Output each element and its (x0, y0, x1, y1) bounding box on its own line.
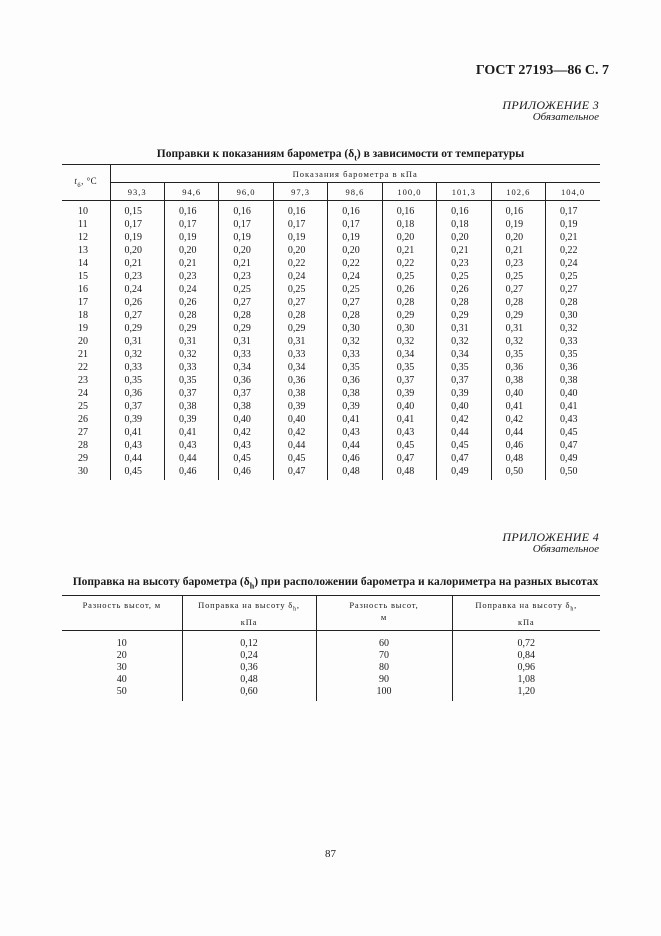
pressure-group-header: Показания барометра в кПа (110, 165, 600, 183)
correction-cell: 0,39 (110, 413, 164, 426)
correction-cell: 0,31 (219, 335, 273, 348)
correction-cell: 0,23 (110, 270, 164, 283)
appendix-4-label (502, 531, 599, 555)
pressure-header: 93,3 (110, 183, 164, 201)
correction-cell: 0,39 (164, 413, 218, 426)
correction-cell: 0,17 (546, 201, 601, 219)
correction-cell: 0,16 (437, 201, 491, 219)
correction-cell: 0,43 (328, 426, 382, 439)
correction-cell: 0,37 (437, 374, 491, 387)
height-correction-cell: 0,60 (182, 686, 316, 701)
table-row (62, 361, 600, 374)
height-difference-cell: 60 (316, 630, 452, 650)
table-row (62, 335, 600, 348)
table-row (62, 662, 600, 674)
correction-cell: 0,21 (491, 244, 545, 257)
correction-cell: 0,20 (219, 244, 273, 257)
height-difference-cell: 90 (316, 674, 452, 686)
table-row (62, 374, 600, 387)
correction-cell: 0,37 (219, 387, 273, 400)
table-row (62, 244, 600, 257)
correction-cell: 0,41 (328, 413, 382, 426)
correction-cell: 0,40 (437, 400, 491, 413)
table-row (62, 413, 600, 426)
correction-cell: 0,41 (491, 400, 545, 413)
table2-title-sub: h (249, 581, 255, 591)
correction-cell: 0,46 (491, 439, 545, 452)
correction-cell: 0,28 (219, 309, 273, 322)
correction-cell: 0,30 (382, 322, 436, 335)
pressure-header: 100,0 (382, 183, 436, 201)
appendix-3-name: ПРИЛОЖЕНИЕ 3 (502, 98, 599, 112)
correction-cell: 0,26 (164, 296, 218, 309)
correction-cell: 0,37 (164, 387, 218, 400)
correction-cell: 0,45 (219, 452, 273, 465)
height-difference-cell: 80 (316, 662, 452, 674)
correction-cell: 0,21 (164, 257, 218, 270)
temperature-cell: 17 (62, 296, 110, 309)
correction-cell: 0,41 (110, 426, 164, 439)
correction-cell: 0,27 (328, 296, 382, 309)
table1-title (10, 148, 661, 162)
correction-cell: 0,28 (546, 296, 601, 309)
correction-cell: 0,34 (437, 348, 491, 361)
correction-cell: 0,49 (437, 465, 491, 480)
correction-cell: 0,19 (110, 231, 164, 244)
correction-cell: 0,17 (110, 218, 164, 231)
correction-cell: 0,29 (219, 322, 273, 335)
correction-cell: 0,41 (382, 413, 436, 426)
correction-cell: 0,16 (328, 201, 382, 219)
table-row (62, 322, 600, 335)
correction-cell: 0,35 (491, 348, 545, 361)
correction-cell: 0,40 (546, 387, 601, 400)
correction-cell: 0,44 (164, 452, 218, 465)
barometer-temperature-correction-table (62, 164, 600, 480)
temperature-cell: 16 (62, 283, 110, 296)
correction-cell: 0,29 (110, 322, 164, 335)
correction-cell: 0,40 (273, 413, 327, 426)
correction-cell: 0,32 (382, 335, 436, 348)
correction-cell: 0,31 (491, 322, 545, 335)
correction-cell: 0,24 (110, 283, 164, 296)
table-row (62, 257, 600, 270)
correction-cell: 0,26 (382, 283, 436, 296)
appendix-3-label (502, 99, 599, 123)
correction-cell: 0,21 (437, 244, 491, 257)
correction-cell: 0,49 (546, 452, 601, 465)
correction-cell: 0,40 (219, 413, 273, 426)
correction-cell: 0,28 (273, 309, 327, 322)
correction-cell: 0,25 (437, 270, 491, 283)
correction-cell: 0,22 (382, 257, 436, 270)
table1-title-sub: t (354, 153, 357, 163)
correction-cell: 0,31 (110, 335, 164, 348)
temperature-cell: 19 (62, 322, 110, 335)
table-row (62, 400, 600, 413)
table-row (62, 309, 600, 322)
table2-title (5, 576, 661, 590)
correction-cell: 0,29 (382, 309, 436, 322)
correction-cell: 0,28 (491, 296, 545, 309)
pressure-header: 94,6 (164, 183, 218, 201)
correction-cell: 0,24 (546, 257, 601, 270)
correction-cell: 0,19 (164, 231, 218, 244)
correction-cell: 0,37 (382, 374, 436, 387)
correction-cell: 0,28 (437, 296, 491, 309)
correction-cell: 0,47 (273, 465, 327, 480)
table-row (62, 674, 600, 686)
correction-cell: 0,39 (273, 400, 327, 413)
temperature-cell: 15 (62, 270, 110, 283)
correction-cell: 0,33 (546, 335, 601, 348)
temperature-cell: 24 (62, 387, 110, 400)
temperature-cell: 13 (62, 244, 110, 257)
correction-cell: 0,27 (546, 283, 601, 296)
pressure-header: 98,6 (328, 183, 382, 201)
height-difference-cell: 50 (116, 685, 127, 697)
temperature-cell: 25 (62, 400, 110, 413)
table-row (62, 686, 600, 701)
correction-cell: 0,33 (219, 348, 273, 361)
correction-cell: 0,22 (328, 257, 382, 270)
temperature-cell: 23 (62, 374, 110, 387)
correction-cell: 0,44 (437, 426, 491, 439)
correction-cell: 0,42 (273, 426, 327, 439)
correction-cell: 0,25 (546, 270, 601, 283)
correction-cell: 0,35 (437, 361, 491, 374)
table-row (62, 465, 600, 480)
correction-cell: 0,16 (382, 201, 436, 219)
correction-cell: 0,35 (546, 348, 601, 361)
correction-cell: 0,39 (328, 400, 382, 413)
correction-cell: 0,32 (328, 335, 382, 348)
correction-cell: 0,27 (110, 309, 164, 322)
correction-cell: 0,21 (110, 257, 164, 270)
correction-cell: 0,29 (164, 322, 218, 335)
correction-cell: 0,36 (219, 374, 273, 387)
table-row (62, 270, 600, 283)
pressure-header: 104,0 (546, 183, 601, 201)
appendix-4-name: ПРИЛОЖЕНИЕ 4 (502, 530, 599, 544)
correction-cell: 0,26 (437, 283, 491, 296)
correction-cell: 0,15 (110, 201, 164, 219)
correction-cell: 0,32 (110, 348, 164, 361)
correction-cell: 0,16 (164, 201, 218, 219)
correction-cell: 0,24 (273, 270, 327, 283)
correction-cell: 0,22 (546, 244, 601, 257)
correction-cell: 0,25 (491, 270, 545, 283)
correction-cell: 0,43 (164, 439, 218, 452)
correction-cell: 0,38 (546, 374, 601, 387)
table1-title-main: Поправки к показаниям барометра (δ (156, 148, 355, 160)
correction-cell: 0,28 (382, 296, 436, 309)
correction-cell: 0,18 (382, 218, 436, 231)
correction-cell: 0,38 (273, 387, 327, 400)
correction-cell: 0,33 (273, 348, 327, 361)
correction-cell: 0,31 (164, 335, 218, 348)
correction-cell: 0,43 (219, 439, 273, 452)
correction-cell: 0,34 (219, 361, 273, 374)
height-correction-cell: 1,08 (452, 674, 600, 686)
pressure-header: 101,3 (437, 183, 491, 201)
temperature-cell: 30 (62, 465, 110, 480)
table2-title-rest: ) при расположении барометра и калориметра на разных высотах (254, 576, 599, 588)
correction-cell: 0,45 (273, 452, 327, 465)
temperature-column-header: $t_б$, °С (62, 165, 110, 201)
height-difference-header-1: Разность высот, м (62, 596, 182, 631)
height-correction-cell: 0,84 (452, 650, 600, 662)
correction-cell: 0,46 (219, 465, 273, 480)
correction-cell: 0,47 (382, 452, 436, 465)
barometer-height-correction-table (62, 595, 600, 701)
correction-cell: 0,32 (546, 322, 601, 335)
correction-cell: 0,32 (437, 335, 491, 348)
correction-cell: 0,42 (491, 413, 545, 426)
height-correction-cell: 0,72 (452, 630, 600, 650)
correction-cell: 0,41 (164, 426, 218, 439)
correction-cell: 0,36 (491, 361, 545, 374)
correction-cell: 0,17 (164, 218, 218, 231)
table-row (62, 387, 600, 400)
temperature-cell: 14 (62, 257, 110, 270)
correction-cell: 0,28 (164, 309, 218, 322)
table-row (62, 218, 600, 231)
correction-cell: 0,35 (110, 374, 164, 387)
correction-cell: 0,24 (164, 283, 218, 296)
table-row (62, 650, 600, 662)
height-difference-cell: 30 (116, 661, 127, 673)
correction-cell: 0,41 (546, 400, 601, 413)
page-number: 87 (325, 848, 336, 860)
correction-cell: 0,37 (110, 400, 164, 413)
correction-cell: 0,16 (273, 201, 327, 219)
correction-cell: 0,20 (110, 244, 164, 257)
correction-cell: 0,17 (219, 218, 273, 231)
correction-cell: 0,19 (328, 231, 382, 244)
temperature-cell: 26 (62, 413, 110, 426)
height-correction-cell: 0,96 (452, 662, 600, 674)
temperature-cell: 22 (62, 361, 110, 374)
correction-cell: 0,23 (437, 257, 491, 270)
table1-title-rest: ) в зависимости от температуры (356, 148, 525, 160)
pressure-header: 97,3 (273, 183, 327, 201)
correction-cell: 0,34 (382, 348, 436, 361)
correction-cell: 0,36 (546, 361, 601, 374)
height-difference-cell: 20 (116, 649, 127, 661)
temperature-cell: 12 (62, 231, 110, 244)
correction-cell: 0,27 (491, 283, 545, 296)
correction-cell: 0,17 (273, 218, 327, 231)
correction-cell: 0,19 (273, 231, 327, 244)
correction-cell: 0,17 (328, 218, 382, 231)
correction-cell: 0,46 (164, 465, 218, 480)
correction-cell: 0,44 (328, 439, 382, 452)
correction-cell: 0,20 (382, 231, 436, 244)
correction-cell: 0,38 (328, 387, 382, 400)
correction-cell: 0,43 (110, 439, 164, 452)
temperature-cell: 18 (62, 309, 110, 322)
correction-cell: 0,19 (219, 231, 273, 244)
height-correction-header-2: Поправка на высоту $\delta_h$, кПа (452, 596, 600, 631)
correction-cell: 0,25 (273, 283, 327, 296)
correction-cell: 0,48 (382, 465, 436, 480)
correction-cell: 0,36 (328, 374, 382, 387)
correction-cell: 0,25 (328, 283, 382, 296)
correction-cell: 0,48 (491, 452, 545, 465)
correction-cell: 0,39 (437, 387, 491, 400)
temperature-cell: 28 (62, 439, 110, 452)
correction-cell: 0,42 (437, 413, 491, 426)
correction-cell: 0,33 (164, 361, 218, 374)
correction-cell: 0,30 (328, 322, 382, 335)
correction-cell: 0,40 (491, 387, 545, 400)
correction-cell: 0,31 (437, 322, 491, 335)
table-row (62, 439, 600, 452)
correction-cell: 0,18 (437, 218, 491, 231)
correction-cell: 0,29 (491, 309, 545, 322)
temperature-cell: 10 (62, 201, 110, 219)
correction-cell: 0,35 (164, 374, 218, 387)
correction-cell: 0,38 (164, 400, 218, 413)
correction-cell: 0,30 (546, 309, 601, 322)
pressure-header: 96,0 (219, 183, 273, 201)
temperature-cell: 27 (62, 426, 110, 439)
correction-cell: 0,19 (491, 218, 545, 231)
correction-cell: 0,44 (491, 426, 545, 439)
height-correction-cell: 0,48 (182, 674, 316, 686)
table2-title-main: Поправка на высоту барометра (δ (72, 576, 250, 588)
height-difference-cell: 100 (316, 686, 452, 701)
height-correction-cell: 0,24 (182, 650, 316, 662)
correction-cell: 0,20 (164, 244, 218, 257)
page-header: ГОСТ 27193—86 С. 7 (475, 63, 609, 78)
correction-cell: 0,38 (219, 400, 273, 413)
height-correction-cell: 1,20 (452, 686, 600, 701)
correction-cell: 0,25 (382, 270, 436, 283)
correction-cell: 0,35 (382, 361, 436, 374)
correction-cell: 0,22 (273, 257, 327, 270)
correction-cell: 0,43 (546, 413, 601, 426)
table-row (62, 283, 600, 296)
correction-cell: 0,29 (273, 322, 327, 335)
correction-cell: 0,25 (219, 283, 273, 296)
correction-cell: 0,42 (219, 426, 273, 439)
correction-cell: 0,16 (219, 201, 273, 219)
correction-cell: 0,21 (382, 244, 436, 257)
correction-cell: 0,46 (328, 452, 382, 465)
correction-cell: 0,31 (273, 335, 327, 348)
appendix-3-status: Обязательное (532, 111, 599, 123)
correction-cell: 0,45 (110, 465, 164, 480)
correction-cell: 0,33 (110, 361, 164, 374)
correction-cell: 0,19 (546, 218, 601, 231)
height-correction-cell: 0,12 (182, 630, 316, 650)
table-row (62, 296, 600, 309)
correction-cell: 0,38 (491, 374, 545, 387)
correction-cell: 0,20 (437, 231, 491, 244)
correction-cell: 0,27 (219, 296, 273, 309)
correction-cell: 0,48 (328, 465, 382, 480)
correction-cell: 0,34 (273, 361, 327, 374)
table-row (62, 348, 600, 361)
correction-cell: 0,26 (110, 296, 164, 309)
table-row (62, 201, 600, 219)
correction-cell: 0,21 (219, 257, 273, 270)
height-difference-cell: 70 (316, 650, 452, 662)
correction-cell: 0,28 (328, 309, 382, 322)
correction-cell: 0,44 (273, 439, 327, 452)
table-row (62, 426, 600, 439)
correction-cell: 0,47 (546, 439, 601, 452)
correction-cell: 0,29 (437, 309, 491, 322)
correction-cell: 0,36 (273, 374, 327, 387)
correction-cell: 0,35 (328, 361, 382, 374)
correction-cell: 0,50 (546, 465, 601, 480)
correction-cell: 0,20 (273, 244, 327, 257)
correction-cell: 0,16 (491, 201, 545, 219)
correction-cell: 0,47 (437, 452, 491, 465)
table-row (62, 231, 600, 244)
height-difference-cell: 10 (116, 637, 127, 649)
pressure-header: 102,6 (491, 183, 545, 201)
correction-cell: 0,32 (164, 348, 218, 361)
correction-cell: 0,21 (546, 231, 601, 244)
correction-cell: 0,33 (328, 348, 382, 361)
correction-cell: 0,27 (273, 296, 327, 309)
height-correction-cell: 0,36 (182, 662, 316, 674)
correction-cell: 0,23 (219, 270, 273, 283)
temperature-cell: 11 (62, 218, 110, 231)
correction-cell: 0,32 (491, 335, 545, 348)
height-correction-header-1: Поправка на высоту $\delta_h$, кПа (182, 596, 316, 631)
correction-cell: 0,23 (491, 257, 545, 270)
temperature-cell: 20 (62, 335, 110, 348)
correction-cell: 0,20 (328, 244, 382, 257)
correction-cell: 0,45 (437, 439, 491, 452)
correction-cell: 0,20 (491, 231, 545, 244)
correction-cell: 0,40 (382, 400, 436, 413)
height-difference-header-2: Разность высот, м (316, 596, 452, 631)
height-difference-cell: 40 (116, 673, 127, 685)
appendix-4-status: Обязательное (532, 543, 599, 555)
correction-cell: 0,45 (382, 439, 436, 452)
correction-cell: 0,45 (546, 426, 601, 439)
table-row (62, 452, 600, 465)
correction-cell: 0,24 (328, 270, 382, 283)
correction-cell: 0,50 (491, 465, 545, 480)
correction-cell: 0,44 (110, 452, 164, 465)
correction-cell: 0,43 (382, 426, 436, 439)
temperature-cell: 21 (62, 348, 110, 361)
temperature-cell: 29 (62, 452, 110, 465)
correction-cell: 0,36 (110, 387, 164, 400)
correction-cell: 0,23 (164, 270, 218, 283)
correction-cell: 0,39 (382, 387, 436, 400)
table-row (62, 630, 600, 650)
